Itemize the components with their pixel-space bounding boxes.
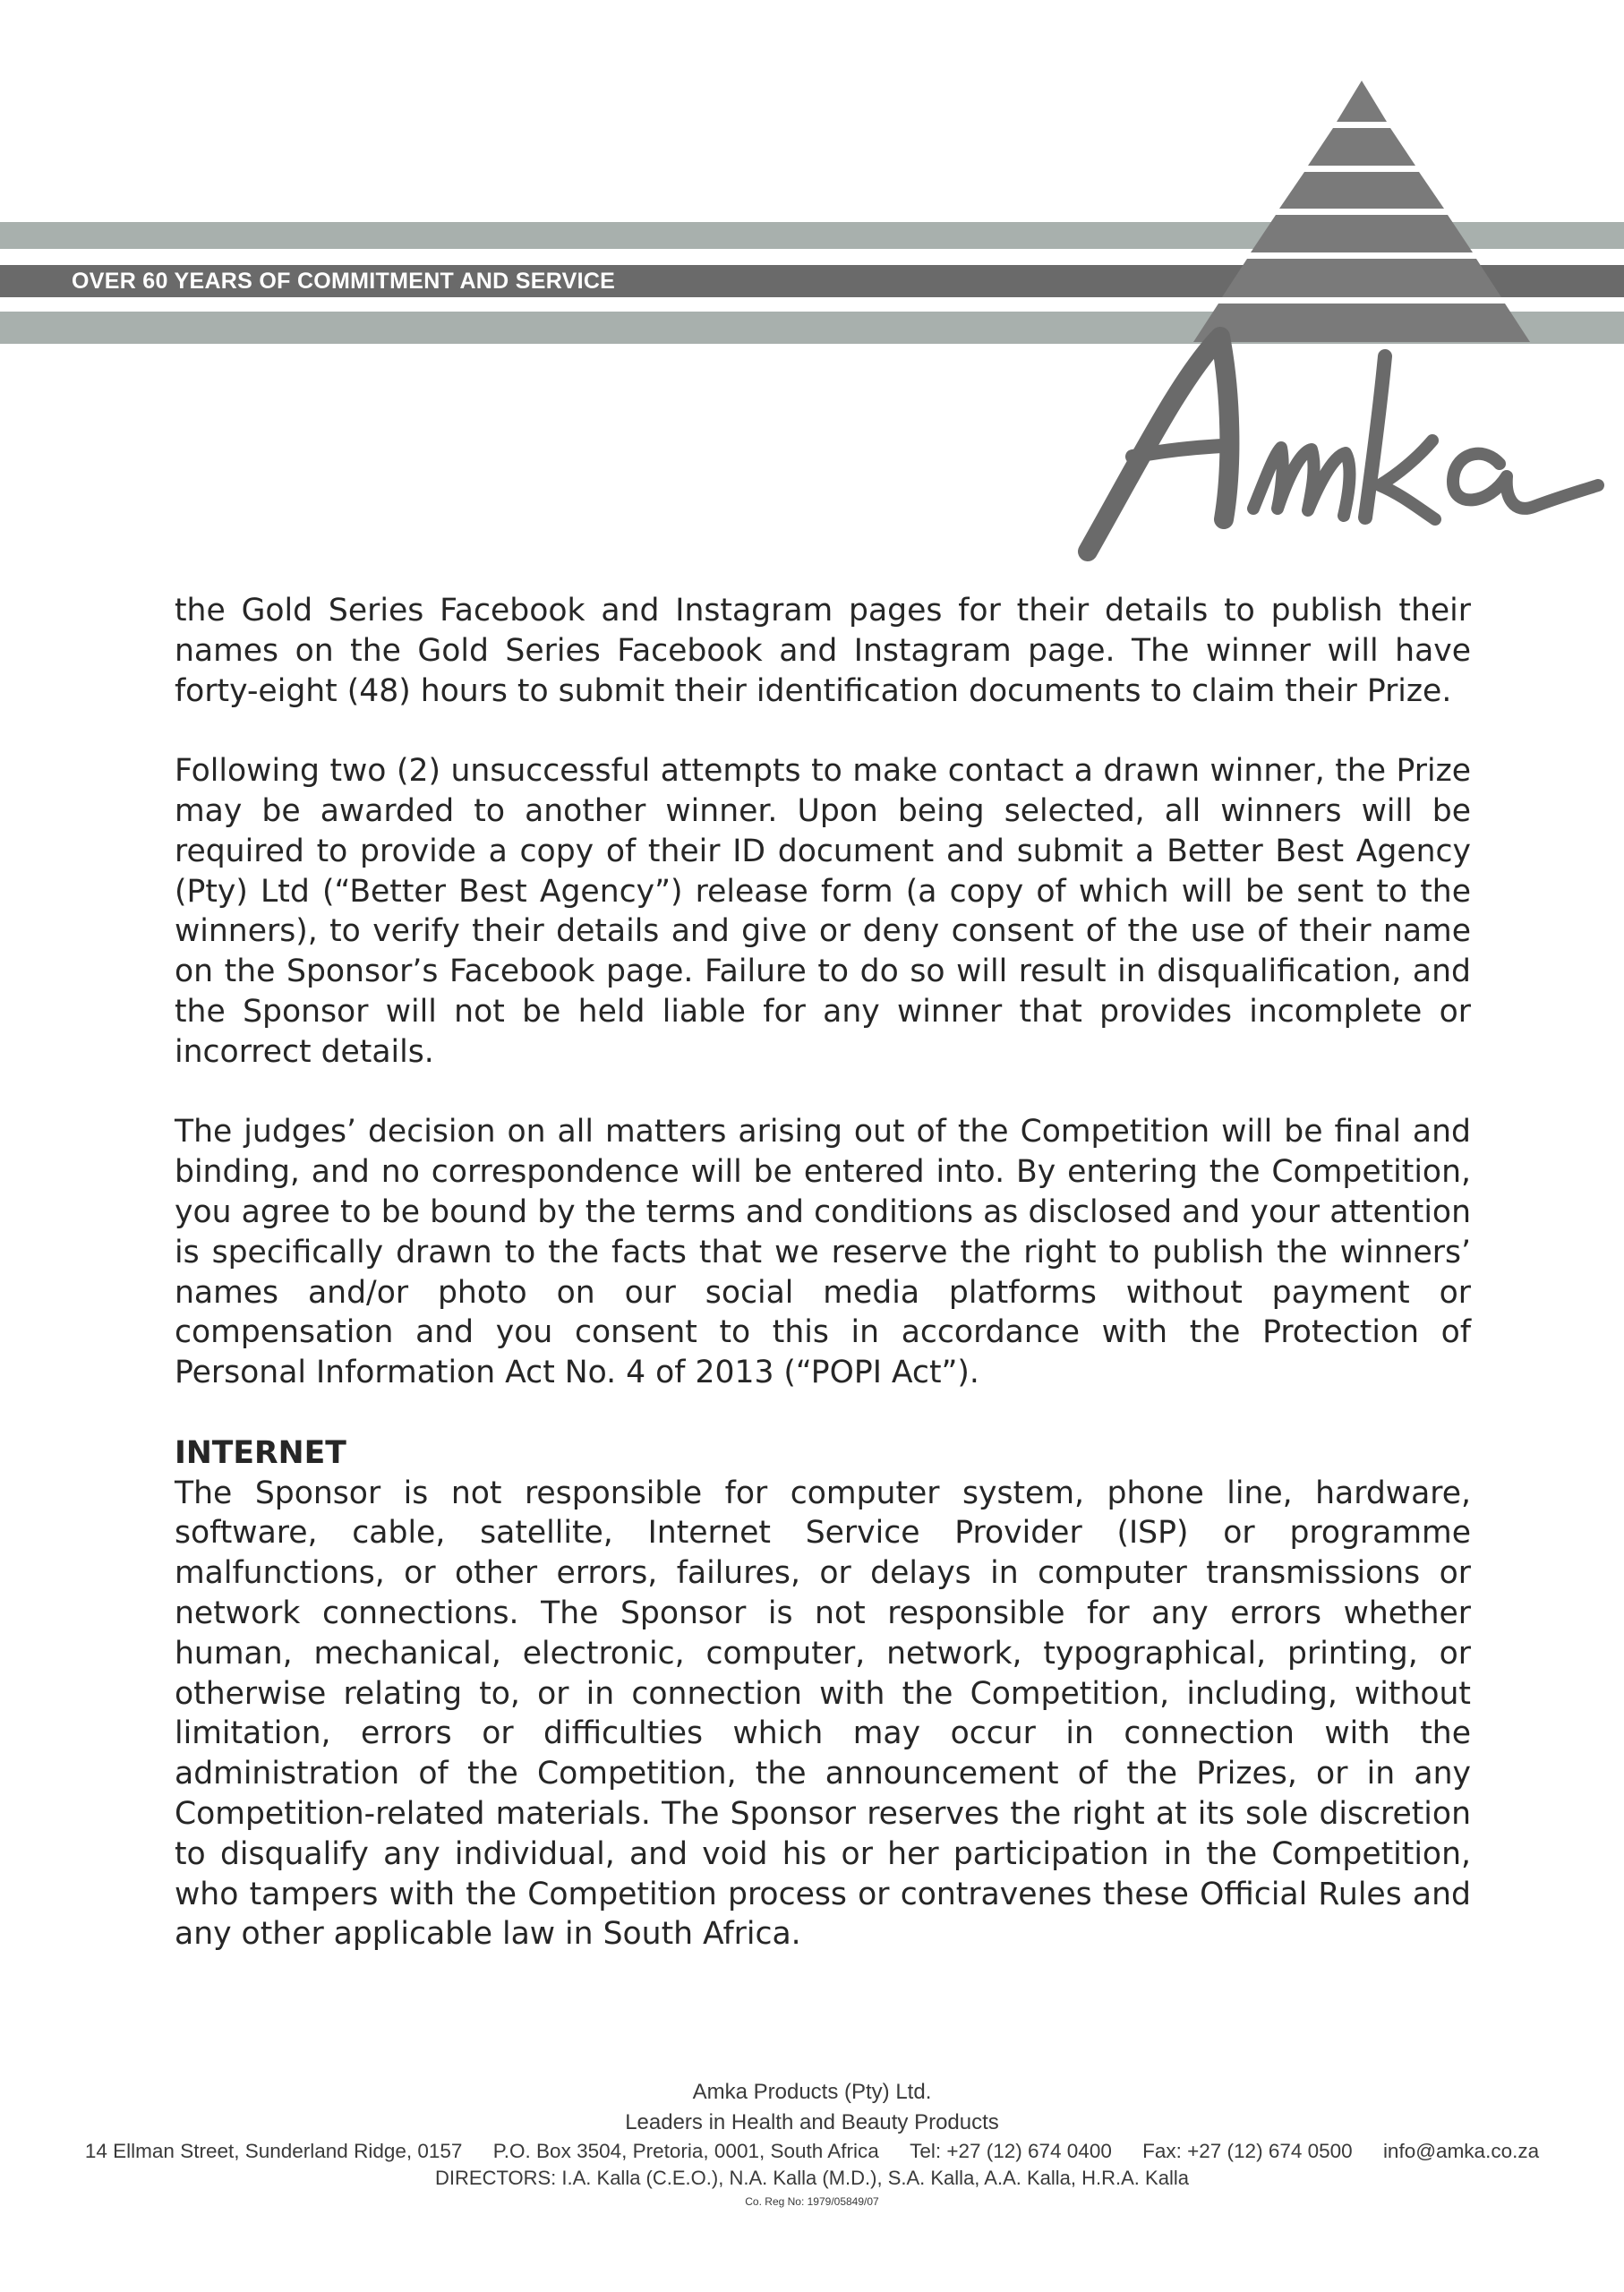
footer-registration-number: Co. Reg No: 1979/05849/07 — [745, 2195, 879, 2208]
amka-logo — [1070, 72, 1607, 573]
footer-tagline: Leaders in Health and Beauty Products — [625, 2110, 999, 2134]
footer — [0, 2077, 1624, 2211]
paragraph-winner-notification: the Gold Series Facebook and Instagram pages for their details to publish their names on the Gold Series Facebook and Instagram page. The winner will have forty-eight (48) hours to submit their identification documents to claim their Prize. — [175, 593, 1471, 709]
footer-company-name: Amka Products (Pty) Ltd. — [692, 2080, 932, 2104]
paragraph-contact-attempts: Following two (2) unsuccessful attempts to make contact a drawn winner, the Prize may be awarded to another winner. Upon being selected, all winners will be required to provide a copy of their ID document and submit a Better Best Agency (Pty) Ltd (“Better Best Agency”) release form (a copy of which will be sent to the winners), to verify their details and give or deny consent of the use of their name on the Sponsor’s Facebook page. Failure to do so will result in disqualification, and the Sponsor will not be held liable for any winner that provides incomplete or incorrect details. — [175, 753, 1471, 1070]
footer-street-address: 14 Ellman Street, Sunderland Ridge, 0157 — [84, 2140, 463, 2162]
footer-po-box: P.O. Box 3504, Pretoria, 0001, South Africa — [492, 2140, 879, 2162]
amka-wordmark — [1088, 337, 1598, 552]
paragraph-judges-decision: The judges’ decision on all matters arising out of the Competition will be final and binding, and no correspondence will be entered into. By entering the Competition, you agree to be bound by the terms and conditions as disclosed and your attention is specifically drawn to the facts that we reserve the right to publish the winners’ names and/or photo on our social media platforms without payment or compensation and you consent to this in accordance with the Protection of Personal Information Act No. 4 of 2013 (“POPI Act”). — [175, 1114, 1471, 1391]
document-body — [175, 591, 1471, 1995]
paragraph-internet: The Sponsor is not responsible for computer system, phone line, hardware, software, cable, satellite, Internet Service Provider (ISP) or programme malfunctions, or other errors, failures, or delays in computer transmissions or network connections. The Sponsor is not responsible for any errors whether human, mechanical, electronic, computer, network, typographical, printing, or otherwise relating to, or in connection with the Competition, including, without limitation, errors or difficulties which may occur in connection with the administration of the Competition, the announcement of the Prizes, or in any Competition-related materials. The Sponsor reserves the right at its sole discretion to disqualify any individual, and void his or her participation in the Competition, who tampers with the Competition process or contravenes these Official Rules and any other applicable law in South Africa. — [175, 1475, 1471, 1953]
pyramid-logo-mark — [1193, 81, 1530, 342]
footer-directors: DIRECTORS: I.A. Kalla (C.E.O.), N.A. Kalla (M.D.), S.A. Kalla, A.A. Kalla, H.R.A. Kalla — [435, 2167, 1189, 2189]
footer-telephone: Tel: +27 (12) 674 0400 — [910, 2140, 1112, 2162]
section-heading-internet: INTERNET — [175, 1434, 346, 1471]
footer-fax: Fax: +27 (12) 674 0500 — [1142, 2140, 1353, 2162]
header-tagline: OVER 60 YEARS OF COMMITMENT AND SERVICE — [72, 269, 616, 294]
footer-contact-line — [0, 2138, 1624, 2165]
footer-email-link[interactable]: info@amka.co.za — [1382, 2140, 1540, 2162]
